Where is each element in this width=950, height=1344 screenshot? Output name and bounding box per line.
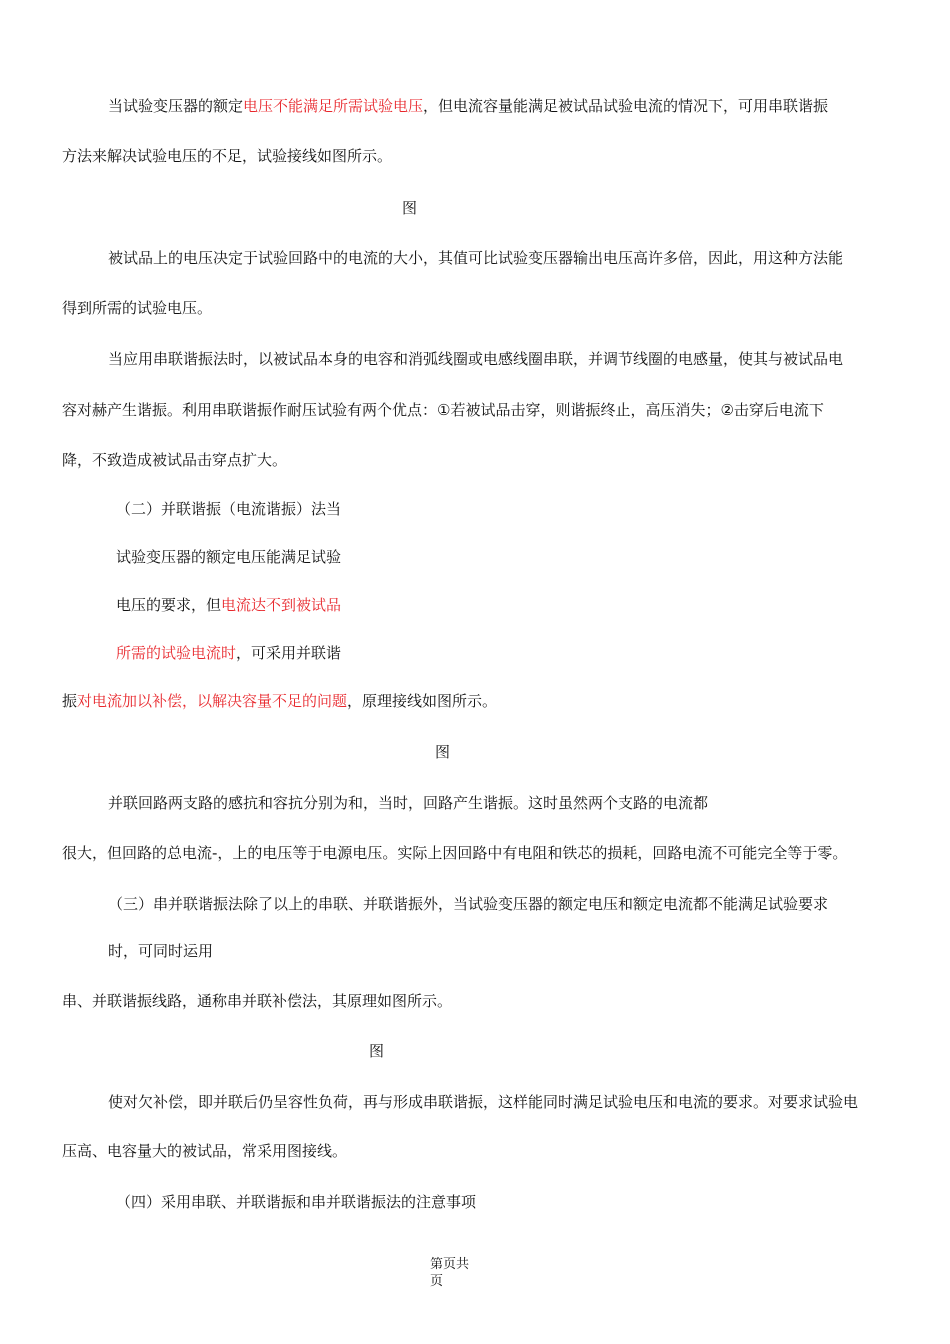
- paragraph-3-line-1: 当应用串联谐振法时，以被试品本身的电容和消弧线圈或电感线圈串联，并调节线圈的电感量，使其与被试品电: [108, 350, 844, 368]
- paragraph-4-line-1: 并联回路两支路的感抗和容抗分别为和，当时，回路产生谐振。这时虽然两个支路的电流都: [108, 794, 709, 812]
- highlighted-text: 所需的试验电流时: [116, 644, 237, 662]
- paragraph-4-line-2: 很大，但回路的总电流-，上的电压等于电源电压。实际上因回路中有电阻和铁芯的损耗，回路电流不可能完全等于零。: [62, 844, 848, 862]
- paragraph-5-line-2: 压高、电容量大的被试品，常采用图接线。: [62, 1142, 348, 1160]
- paragraph-3-line-3: 降，不致造成被试品击穿点扩大。: [62, 451, 288, 469]
- section-3-heading: （三）串并联谐振法除了以上的串联、并联谐振外，当试验变压器的额定电压和额定电流都不能满足试验要求: [108, 895, 829, 913]
- page-footer: [430, 1256, 469, 1290]
- section-2-line-3: [116, 594, 341, 616]
- figure-1-label: 图: [402, 199, 418, 217]
- section-2-line-4: [116, 642, 341, 664]
- figure-2-label: 图: [435, 743, 451, 761]
- footer-line-2: 页: [430, 1274, 444, 1289]
- paragraph-5-line-1: 使对欠补偿，即并联后仍呈容性负荷，再与形成串联谐振，这样能同时满足试验电压和电流的要求。对要求试验电: [108, 1093, 859, 1111]
- paragraph-1-line-1: [108, 95, 828, 117]
- paragraph-1-line-2: 方法来解决试验电压的不足，试验接线如图所示。: [62, 147, 393, 165]
- text-run: 电压的要求，但: [116, 596, 222, 614]
- section-2-line-2: 试验变压器的额定电压能满足试验: [116, 548, 342, 566]
- highlighted-text: 电压不能满足所需试验电压: [243, 97, 424, 115]
- highlighted-text: 电流达不到被试品: [221, 596, 342, 614]
- text-run: 当试验变压器的额定: [108, 97, 244, 115]
- paragraph-3-line-2: 容对赫产生谐振。利用串联谐振作耐压试验有两个优点：①若被试品击穿，则谐振终止，高压消失；②击穿后电流下: [62, 401, 824, 419]
- section-2-heading: （二）并联谐振（电流谐振）法当: [116, 500, 342, 518]
- section-2-line-5: [62, 690, 497, 712]
- section-4-heading: （四）采用串联、并联谐振和串并联谐振法的注意事项: [116, 1193, 477, 1211]
- text-run: 振: [62, 692, 78, 710]
- footer-line-1: 第页共: [430, 1257, 470, 1272]
- highlighted-text: 对电流加以补偿，以解决容量不足的问题: [77, 692, 348, 710]
- paragraph-2-line-1: 被试品上的电压决定于试验回路中的电流的大小，其值可比试验变压器输出电压高许多倍，因此，用这种方法能: [108, 249, 844, 267]
- figure-3-label: 图: [369, 1042, 385, 1060]
- text-run: ，但电流容量能满足被试品试验电流的情况下，可用串联谐振: [423, 97, 829, 115]
- paragraph-2-line-2: 得到所需的试验电压。: [62, 299, 213, 317]
- text-run: ，原理接线如图所示。: [347, 692, 498, 710]
- section-3-line-2: 时，可同时运用: [108, 942, 214, 960]
- text-run: ，可采用并联谐: [236, 644, 342, 662]
- section-3-line-3: 串、并联谐振线路，通称串并联补偿法，其原理如图所示。: [62, 992, 453, 1010]
